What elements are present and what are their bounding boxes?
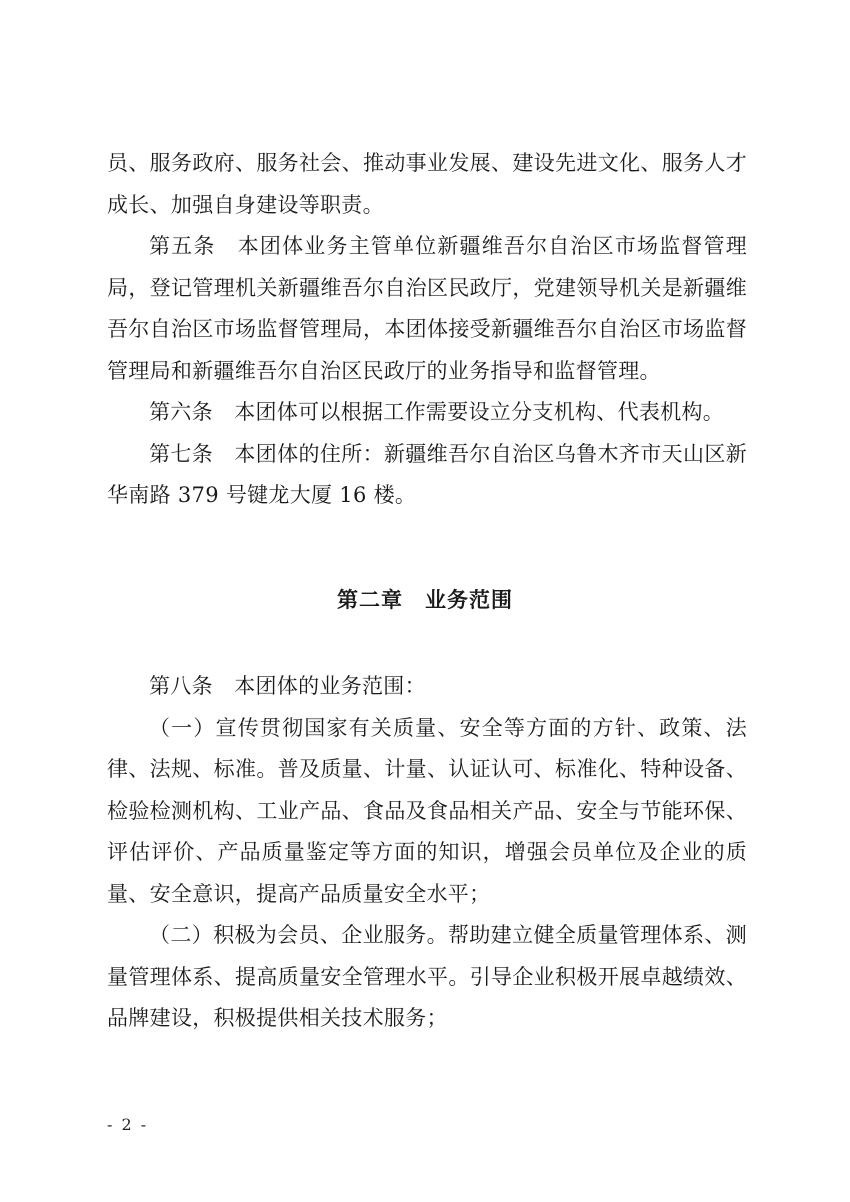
- paragraph-article-5: 第五条 本团体业务主管单位新疆维吾尔自治区市场监督管理局，登记管理机关新疆维吾尔自治区民政厅，党建领导机关是新疆维吾尔自治区市场监督管理局，本团体接受新疆维吾尔自治区市场监督管理局和新疆维吾尔自治区民政厅的业务指导和监督管理。: [107, 234, 747, 383]
- paragraph-article-6: 第六条 本团体可以根据工作需要设立分支机构、代表机构。: [149, 400, 725, 424]
- paragraph-item-1: （一）宣传贯彻国家有关质量、安全等方面的方针、政策、法律、法规、标准。普及质量、计量、认证认可、标准化、特种设备、检验检测机构、工业产品、食品及食品相关产品、安全与节能环保、评估评价、产品质量鉴定等方面的知识，增强会员单位及企业的质量、安全意识，提高产品质量安全水平；: [107, 715, 747, 906]
- body-text-top: [107, 143, 747, 517]
- page-number: - 2 -: [107, 1115, 149, 1134]
- paragraph-continuation: 员、服务政府、服务社会、推动事业发展、建设先进文化、服务人才成长、加强自身建设等职责。: [107, 151, 747, 217]
- chapter-heading: 第二章 业务范围: [337, 588, 513, 612]
- paragraph-item-2: （二）积极为会员、企业服务。帮助建立健全质量管理体系、测量管理体系、提高质量安全管理水平。引导企业积极开展卓越绩效、品牌建设，积极提供相关技术服务；: [107, 923, 747, 1030]
- paragraph-article-7: 第七条 本团体的住所：新疆维吾尔自治区乌鲁木齐市天山区新华南路 379 号键龙大厦 16 楼。: [107, 441, 747, 507]
- paragraph-article-8: 第八条 本团体的业务范围：: [149, 674, 426, 698]
- body-text-bottom: [107, 666, 747, 1040]
